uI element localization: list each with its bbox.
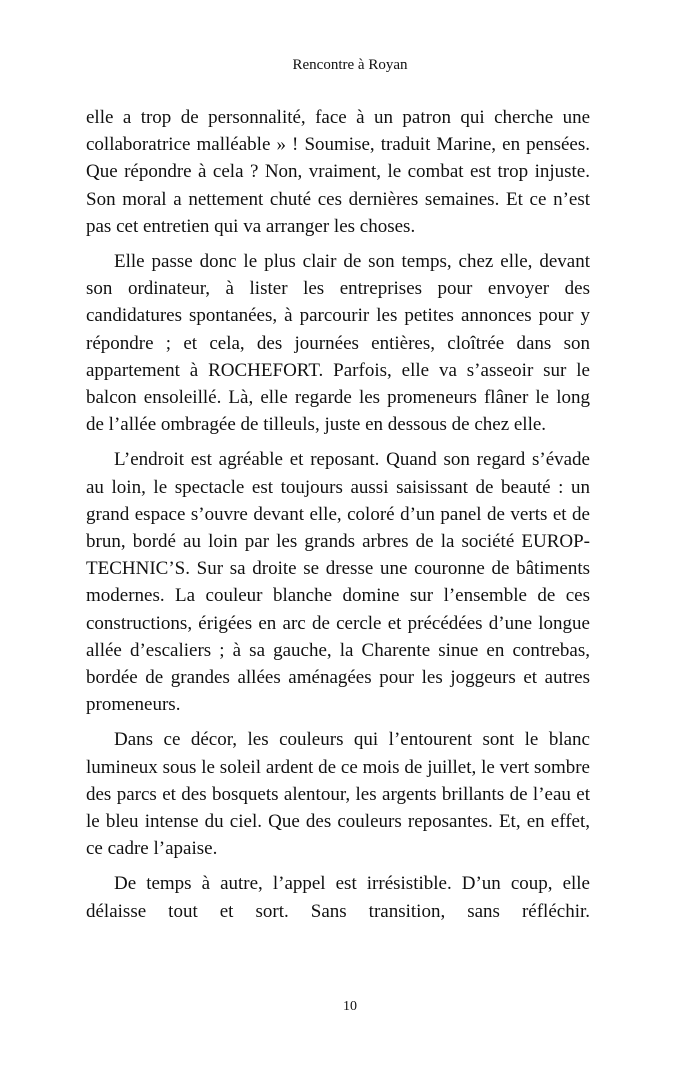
paragraph-4: Dans ce décor, les couleurs qui l’entourent sont le blanc lumineux sous le soleil ardent de ce mois de juillet, le vert sombre des parcs et des bosquets alentour, les argents brillants de l’eau et le bleu intense du ciel. Que des couleurs reposantes. Et, en effet, ce cadre l’apaise.: [86, 729, 590, 860]
running-title: Rencontre à Royan: [292, 57, 408, 73]
paragraph-1: elle a trop de personnalité, face à un patron qui cherche une collaboratrice malléable » ! Soumise, traduit Marine, en pensées. Que répondre à cela ? Non, vraiment, le combat est trop injuste. Son moral a nettement chuté ces dernières semaines. Et ce n’est pas cet entretien qui va arranger les choses.: [86, 107, 590, 237]
body-text: [86, 104, 590, 925]
paragraph-3: L’endroit est agréable et reposant. Quand son regard s’évade au loin, le spectacle est toujours aussi saisissant de beauté : un grand espace s’ouvre devant elle, coloré d’un panel de verts et de brun, bordé au loin par les grands arbres de la société EUROP-TECHNIC’S. Sur sa droite se dresse une couronne de bâtiments modernes. La couleur blanche domine sur l’ensemble de ces constructions, érigées en arc de cercle et précédées d’une longue allée d’escaliers ; à sa gauche, la Charente sinue en contrebas, bordée de grandes allées aménagées pour les joggeurs et autres promeneurs.: [86, 449, 590, 716]
page-number: 10: [343, 999, 357, 1014]
paragraph-5: De temps à autre, l’appel est irrésistible. D’un coup, elle délaisse tout et sort. Sans transition, sans réfléchir.: [86, 873, 590, 922]
paragraph-2: Elle passe donc le plus clair de son temps, chez elle, devant son ordinateur, à lister les entreprises pour envoyer des candidatures spontanées, à parcourir les petites annonces pour y répondre ; et cela, des journées entières, cloîtrée dans son appartement à ROCHEFORT. Parfois, elle va s’asseoir sur le balcon ensoleillé. Là, elle regarde les promeneurs flâner le long de l’allée ombragée de tilleuls, juste en dessous de chez elle.: [86, 251, 590, 436]
